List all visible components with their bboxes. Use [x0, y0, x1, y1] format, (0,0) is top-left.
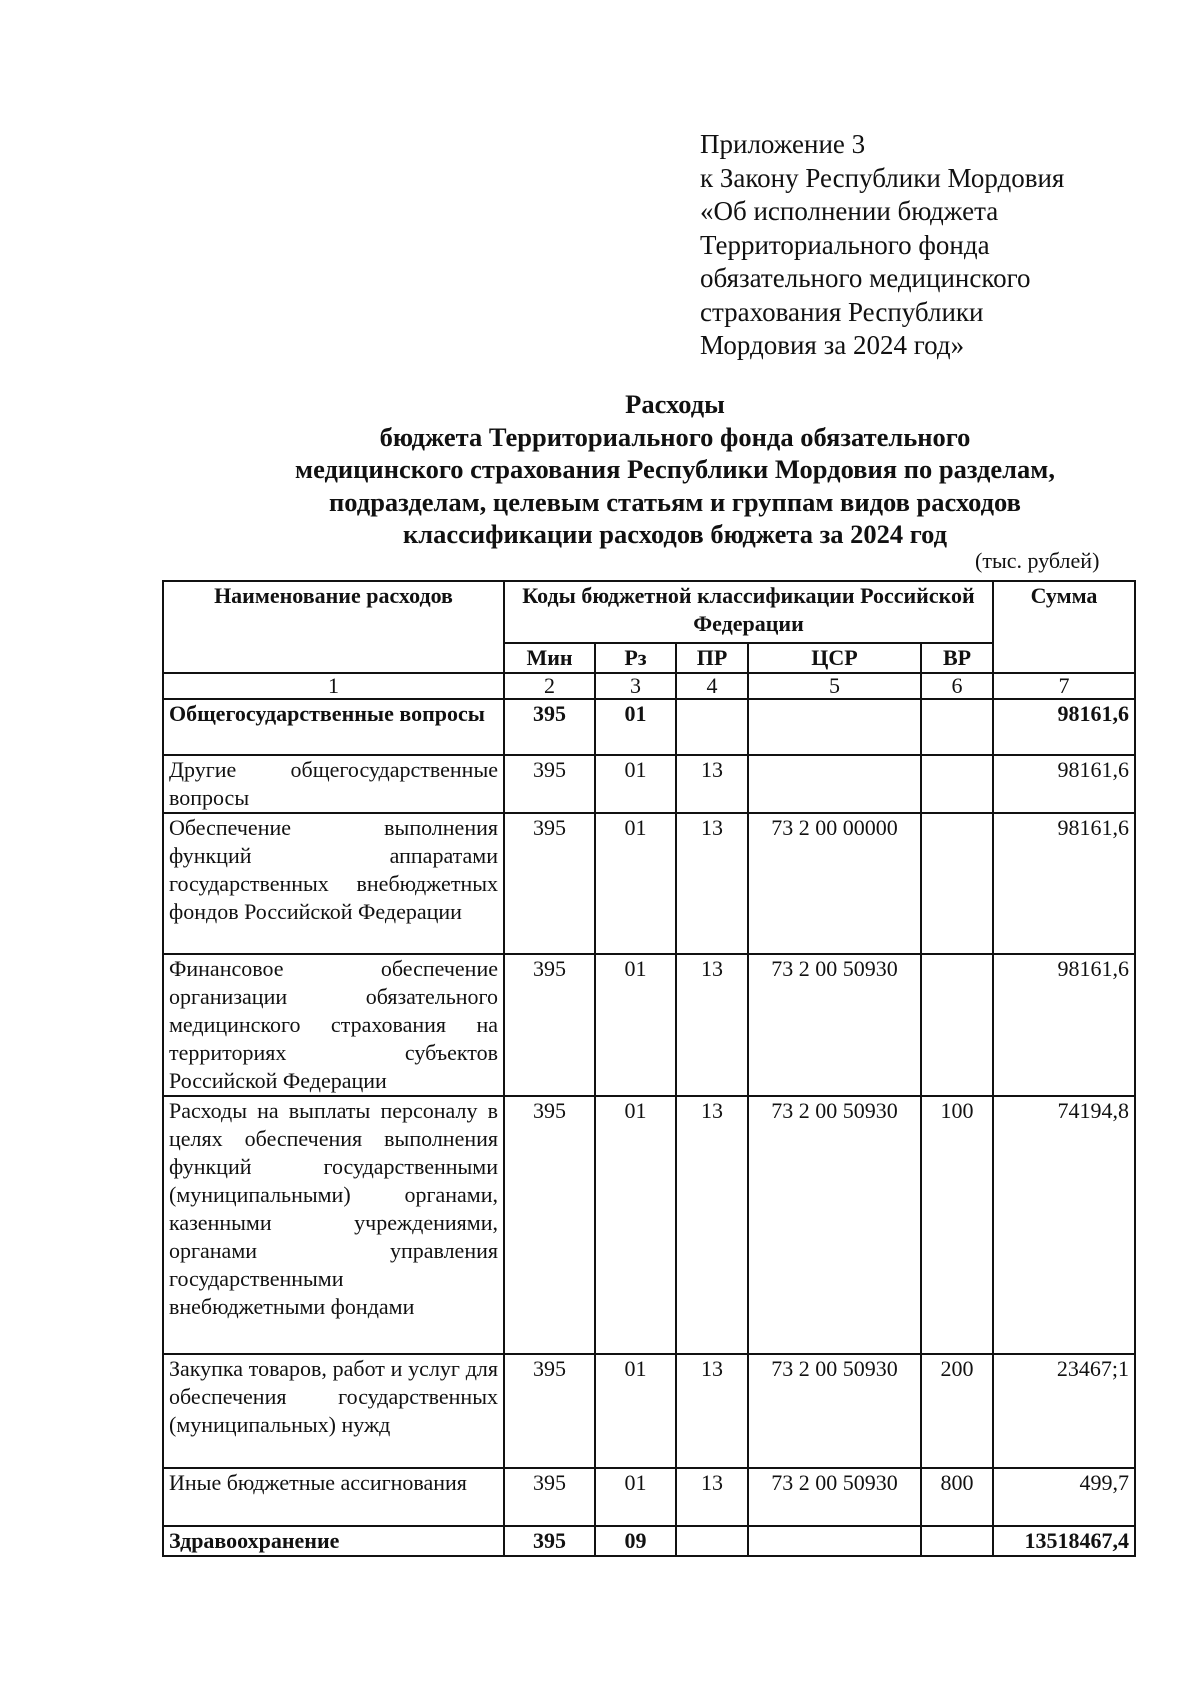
row-name-cell: Здравоохранение	[163, 1526, 504, 1556]
column-number: 4	[676, 673, 748, 699]
row-csr-cell: 73 2 00 00000	[748, 813, 921, 954]
header-pr: ПР	[676, 643, 748, 673]
row-pr-cell: 13	[676, 755, 748, 813]
table-row	[163, 1354, 1135, 1468]
row-min-cell: 395	[504, 1468, 595, 1526]
row-name-cell: Расходы на выплаты персоналу в целях обеспечения выполнения функций государственными (муниципальными) органами, казенными учреждениями, органами управления государственными внебюджетными фондами	[163, 1096, 504, 1354]
column-number: 5	[748, 673, 921, 699]
row-rz-cell: 01	[595, 699, 676, 755]
table-row	[163, 699, 1135, 755]
header-rz: Рз	[595, 643, 676, 673]
row-vr-cell: 100	[921, 1096, 993, 1354]
appendix-line: обязательного медицинского	[700, 263, 1031, 293]
row-min-cell: 395	[504, 1526, 595, 1556]
appendix-line: «Об исполнении бюджета	[700, 196, 999, 226]
row-rz-cell: 01	[595, 1468, 676, 1526]
title-line: подразделам, целевым статьям и группам видов расходов	[329, 486, 1021, 517]
row-name-cell: Иные бюджетные ассигнования	[163, 1468, 504, 1526]
row-rz-cell: 01	[595, 755, 676, 813]
column-number: 2	[504, 673, 595, 699]
title-line: классификации расходов бюджета за 2024 год	[402, 519, 948, 549]
row-sum-cell: 98161,6	[993, 954, 1135, 1096]
title-line: Расходы	[625, 389, 725, 419]
column-number: 3	[595, 673, 676, 699]
row-pr-cell: 13	[676, 1468, 748, 1526]
table-row	[163, 1468, 1135, 1526]
row-pr-cell	[676, 1526, 748, 1556]
appendix-note	[700, 128, 1120, 363]
row-name-cell: Общегосударственные вопросы	[163, 699, 504, 755]
row-pr-cell: 13	[676, 954, 748, 1096]
header-codes: Коды бюджетной классификации Российской Федерации	[504, 581, 993, 643]
row-csr-cell: 73 2 00 50930	[748, 1096, 921, 1354]
row-vr-cell	[921, 699, 993, 755]
row-sum-cell: 13518467,4	[993, 1526, 1135, 1556]
table-row	[163, 813, 1135, 954]
row-sum-cell: 98161,6	[993, 813, 1135, 954]
row-csr-cell	[748, 755, 921, 813]
row-name-cell: Обеспечение выполнения функций аппаратами государственных внебюджетных фондов Российской Федерации	[163, 813, 504, 954]
row-pr-cell: 13	[676, 1096, 748, 1354]
column-number: 6	[921, 673, 993, 699]
row-pr-cell	[676, 699, 748, 755]
row-rz-cell: 01	[595, 1354, 676, 1468]
appendix-line: Территориального фонда	[700, 229, 990, 260]
row-csr-cell: 73 2 00 50930	[748, 1354, 921, 1468]
appendix-line: к Закону Республики Мордовия	[700, 162, 1065, 193]
table-row	[163, 1096, 1135, 1354]
row-rz-cell: 01	[595, 813, 676, 954]
row-vr-cell: 200	[921, 1354, 993, 1468]
table-row	[163, 1526, 1135, 1556]
column-number: 7	[993, 673, 1135, 699]
row-min-cell: 395	[504, 1354, 595, 1468]
row-name-cell: Финансовое обеспечение организации обязательного медицинского страхования на территориях субъектов Российской Федерации	[163, 954, 504, 1096]
row-sum-cell: 98161,6	[993, 699, 1135, 755]
row-vr-cell: 800	[921, 1468, 993, 1526]
header-min: Мин	[504, 643, 595, 673]
row-rz-cell: 09	[595, 1526, 676, 1556]
row-sum-cell: 98161,6	[993, 755, 1135, 813]
header-sum: Сумма	[993, 581, 1135, 673]
row-min-cell: 395	[504, 755, 595, 813]
row-rz-cell: 01	[595, 1096, 676, 1354]
row-sum-cell: 23467;1	[993, 1354, 1135, 1468]
row-vr-cell	[921, 813, 993, 954]
appendix-line: страхования Республики	[700, 296, 984, 327]
row-vr-cell	[921, 954, 993, 1096]
row-csr-cell: 73 2 00 50930	[748, 954, 921, 1096]
row-vr-cell	[921, 1526, 993, 1556]
row-min-cell: 395	[504, 813, 595, 954]
row-pr-cell: 13	[676, 813, 748, 954]
title-line: медицинского страхования Республики Мордовия по разделам,	[295, 454, 1055, 484]
row-csr-cell	[748, 1526, 921, 1556]
table-row	[163, 755, 1135, 813]
row-name-cell: Другие общегосударственные вопросы	[163, 755, 504, 813]
header-vr: ВР	[921, 643, 993, 673]
expenditure-table	[162, 580, 1136, 1557]
table-body	[163, 699, 1135, 1556]
document-title	[150, 388, 1200, 551]
row-csr-cell: 73 2 00 50930	[748, 1468, 921, 1526]
column-number: 1	[163, 673, 504, 699]
header-csr: ЦСР	[748, 643, 921, 673]
row-sum-cell: 499,7	[993, 1468, 1135, 1526]
row-vr-cell	[921, 755, 993, 813]
row-rz-cell: 01	[595, 954, 676, 1096]
row-name-cell: Закупка товаров, работ и услуг для обеспечения государственных (муниципальных) нужд	[163, 1354, 504, 1468]
units-note: (тыс. рублей)	[975, 548, 1100, 573]
table-row	[163, 954, 1135, 1096]
appendix-line: Мордовия за 2024 год»	[700, 330, 965, 360]
row-min-cell: 395	[504, 1096, 595, 1354]
row-csr-cell	[748, 699, 921, 755]
row-min-cell: 395	[504, 954, 595, 1096]
appendix-line: Приложение 3	[700, 129, 866, 159]
header-name: Наименование расходов	[163, 581, 504, 673]
row-pr-cell: 13	[676, 1354, 748, 1468]
row-min-cell: 395	[504, 699, 595, 755]
row-sum-cell: 74194,8	[993, 1096, 1135, 1354]
title-line: бюджета Территориального фонда обязательного	[379, 421, 971, 452]
